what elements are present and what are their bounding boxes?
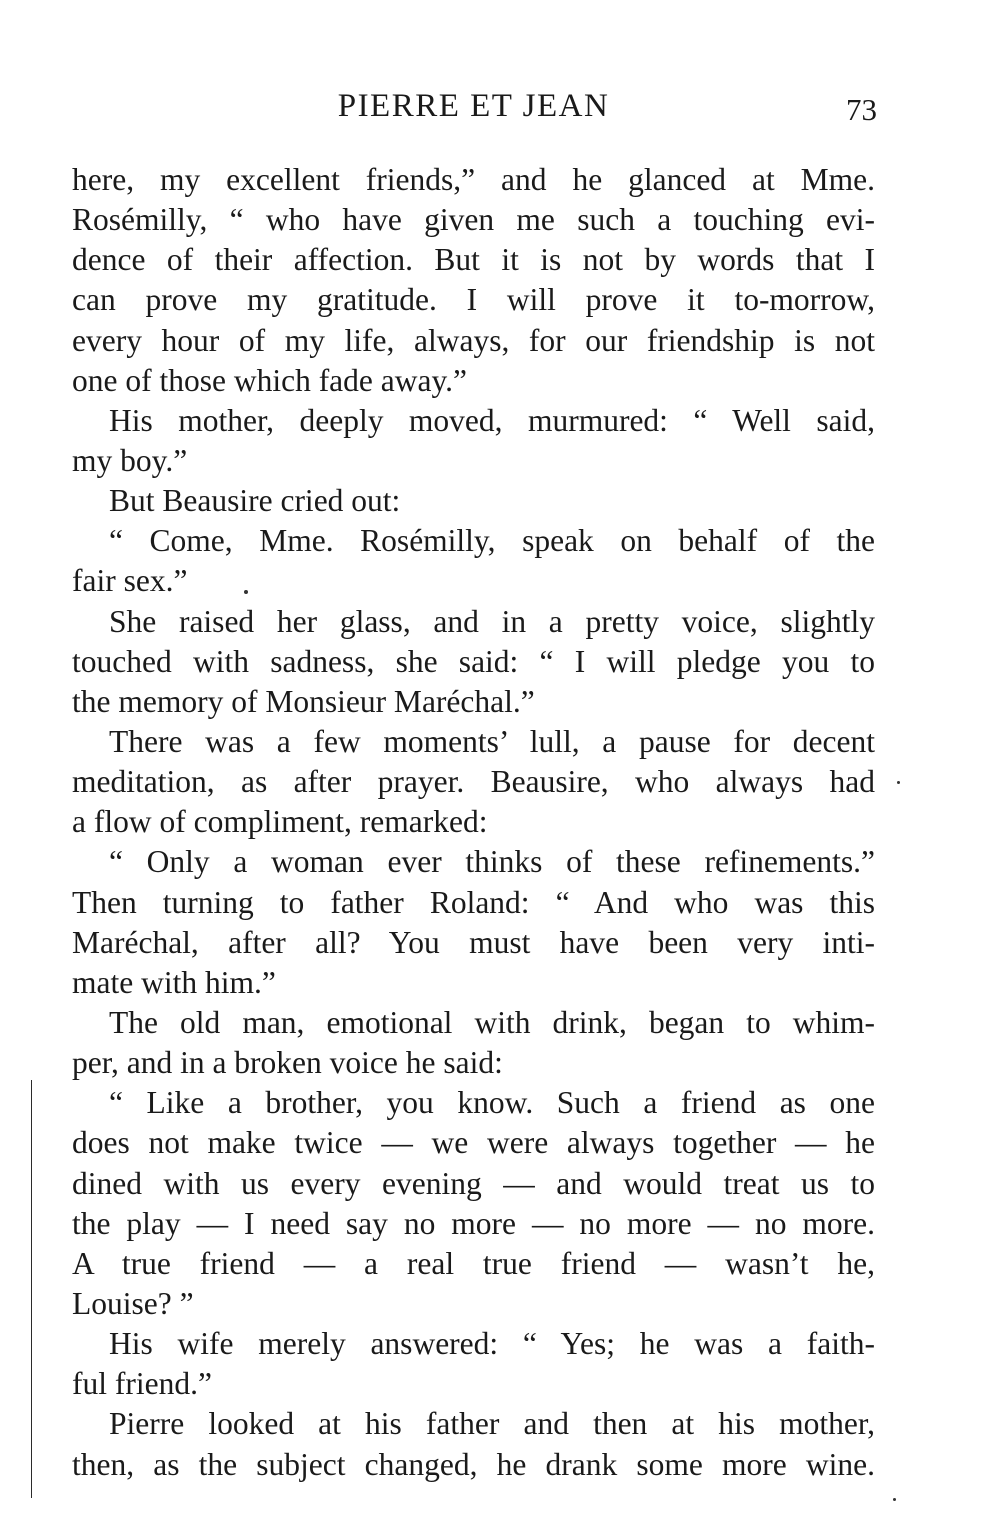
text-line: There was a few moments’ lull, a pause for decent: [109, 723, 875, 759]
text-line: per, and in a broken voice he said:: [72, 1045, 503, 1081]
text-line: can prove my gratitude. I will prove it to-morrow,: [72, 282, 875, 318]
text-line: “ Come, Mme. Rosémilly, speak on behalf of the: [109, 523, 875, 559]
text-line: ful friend.”: [72, 1366, 212, 1402]
text-line: “ Only a woman ever thinks of these refinements.”: [109, 844, 875, 880]
page-number: 73: [846, 92, 877, 127]
body-text: [72, 160, 875, 1485]
running-title: PIERRE ET JEAN: [337, 88, 610, 124]
text-line: She raised her glass, and in a pretty voice, slightly: [109, 603, 875, 639]
text-line: The old man, emotional with drink, began to whim-: [109, 1004, 875, 1040]
ink-speck: [893, 1498, 896, 1501]
text-line: Rosémilly, “ who have given me such a touching evi-: [72, 202, 875, 238]
text-line: Then turning to father Roland: “ And who was this: [72, 884, 875, 920]
text-line: His mother, deeply moved, murmured: “ Well said,: [109, 402, 875, 438]
text-line: Maréchal, after all? You must have been very inti-: [72, 924, 875, 960]
text-line: every hour of my life, always, for our friendship is not: [72, 322, 875, 358]
text-line: But Beausire cried out:: [109, 483, 401, 519]
text-line: here, my excellent friends,” and he glanced at Mme.: [72, 162, 875, 197]
text-line: my boy.”: [72, 442, 188, 478]
ink-speck: [897, 781, 900, 784]
text-line: Louise? ”: [72, 1285, 194, 1321]
text-line: A true friend — a real true friend — wasn’t he,: [72, 1245, 875, 1281]
text-line: does not make twice — we were always together — he: [72, 1125, 875, 1161]
text-line: the play — I need say no more — no more — no more.: [72, 1205, 875, 1241]
text-line: the memory of Monsieur Maréchal.”: [72, 683, 535, 719]
text-line: Pierre looked at his father and then at his mother,: [109, 1406, 875, 1442]
text-line: touched with sadness, she said: “ I will pledge you to: [72, 643, 875, 679]
text-line: fair sex.”: [72, 563, 188, 599]
text-line: then, as the subject changed, he drank some more wine.: [72, 1446, 875, 1482]
ink-speck: [244, 590, 248, 594]
text-line: His wife merely answered: “ Yes; he was a faith-: [109, 1326, 875, 1362]
text-line: one of those which fade away.”: [72, 362, 468, 398]
text-line: dence of their affection. But it is not by words that I: [72, 242, 875, 278]
text-line: “ Like a brother, you know. Such a friend as one: [109, 1085, 875, 1121]
margin-rule: [31, 1080, 32, 1498]
text-line: dined with us every evening — and would treat us to: [72, 1165, 875, 1201]
running-head: [72, 88, 875, 136]
text-line: mate with him.”: [72, 964, 276, 1000]
text-line: a flow of compliment, remarked:: [72, 804, 488, 840]
text-line: meditation, as after prayer. Beausire, who always had: [72, 764, 875, 800]
